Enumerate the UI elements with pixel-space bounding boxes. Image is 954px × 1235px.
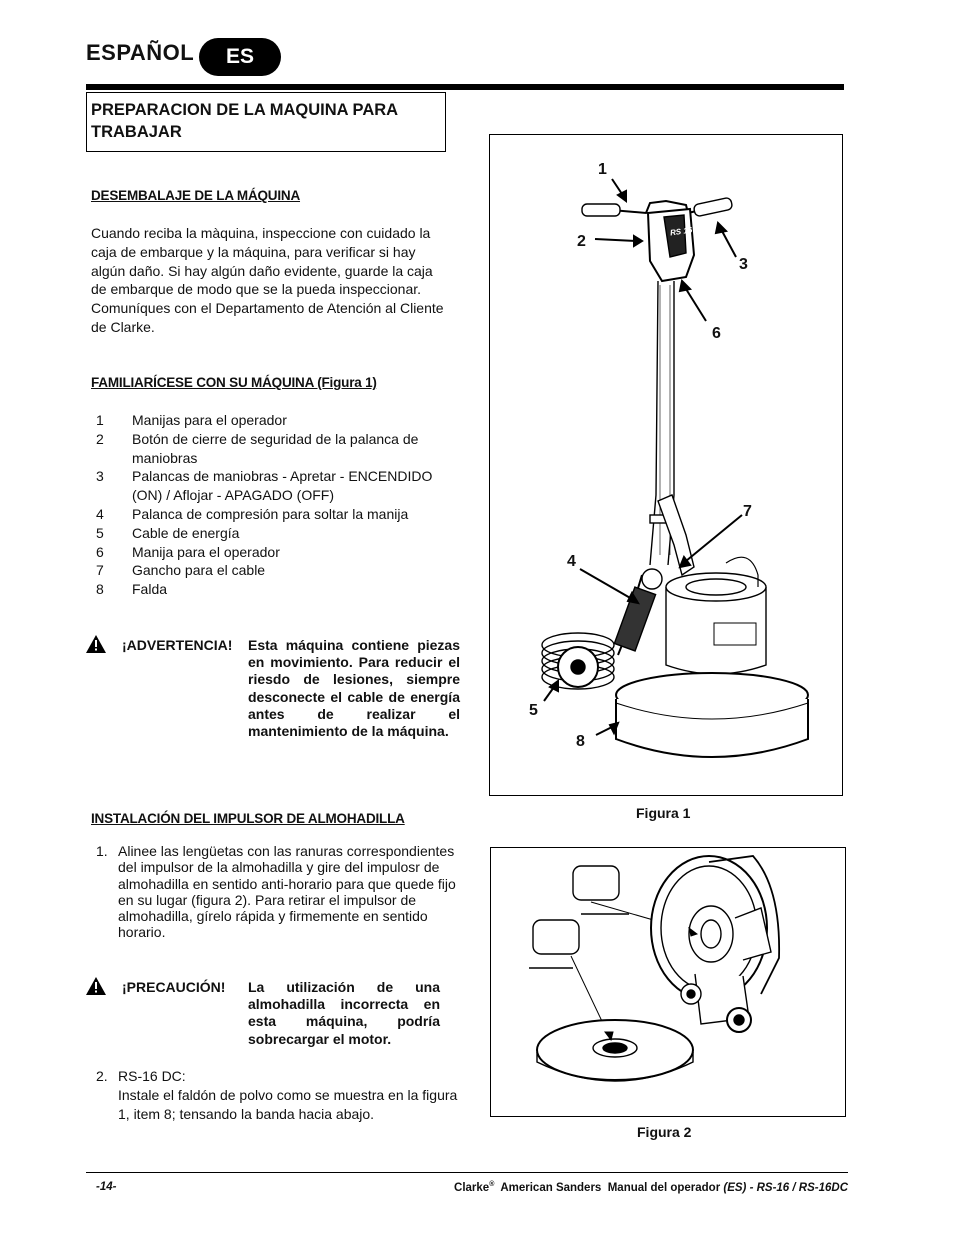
list-item — [96, 411, 456, 430]
figure-2 — [490, 847, 846, 1117]
item-text: Palanca de compresión para soltar la manija — [132, 505, 409, 522]
list-item — [96, 505, 456, 524]
familiarize-heading: FAMILIARÍCESE CON SU MÁQUINA (Figura 1) — [91, 375, 377, 390]
item-text: Palancas de maniobras - Apretar - ENCENDIDO (ON) / Aflojar - APAGADO (OFF) — [132, 468, 433, 504]
footer-model: (ES) - RS-16 / RS-16DC — [723, 1181, 848, 1194]
handle-model-badge: RS 16 — [669, 225, 693, 238]
step-title: RS-16 DC: — [118, 1068, 186, 1084]
warning-icon — [86, 635, 106, 653]
item-number: 6 — [96, 543, 104, 560]
step-body — [118, 1067, 458, 1124]
list-item — [96, 524, 456, 543]
warning-text: Esta máquina contiene piezas en movimiento. Para reducir el riesdo de lesiones, siempre desconecte el cable de energía antes de realizar el mantenimiento de la máquina. — [248, 637, 460, 740]
item-number: 1 — [96, 412, 104, 428]
list-item — [96, 543, 456, 562]
step-number: 2. — [96, 1068, 108, 1084]
item-text: Falda — [132, 581, 168, 598]
page-number: -14- — [96, 1181, 117, 1193]
step-text: Instale el faldón de polvo como se muestra en la figura 1, item 8; tensando la banda hacia abajo. — [118, 1087, 458, 1122]
language-badge: ES — [199, 38, 281, 76]
footer-rule — [86, 1172, 848, 1173]
install-heading: INSTALACIÓN DEL IMPULSOR DE ALMOHADILLA — [91, 811, 405, 826]
item-text: Cable de energía — [132, 524, 240, 541]
caution-label: ¡PRECAUCIÓN! — [122, 979, 226, 995]
item-number: 5 — [96, 524, 104, 541]
item-text: Manijas para el operador — [132, 412, 287, 428]
item-text: Gancho para el cable — [132, 562, 266, 579]
warning-label: ¡ADVERTENCIA! — [122, 637, 233, 653]
step-number: 1. — [96, 843, 108, 859]
step-text: Alinee las lengüetas con las ranuras correspondientes del impulsor de la almohadilla y gire del impulosr de almohadilla en sentido anti-horario para que quede fijo en su lugar (figura 2). Para retirar el impulsor de almohadilla, gírelo rápida y firmemente en sentido horario. — [118, 843, 456, 941]
callout-3: 3 — [739, 256, 748, 273]
item-text: Manija para el operador — [132, 543, 280, 560]
floor-machine-illustration — [490, 135, 841, 794]
callout-5: 5 — [529, 702, 538, 719]
parts-list — [96, 411, 456, 599]
item-number: 8 — [96, 581, 104, 598]
list-item — [96, 561, 456, 580]
item-number: 2 — [96, 430, 104, 447]
caution-text: La utilización de una almohadilla incorrecta en esta máquina, podría sobrecargar el motor. — [248, 979, 440, 1047]
item-number: 4 — [96, 505, 104, 522]
item-number: 3 — [96, 468, 104, 485]
list-item — [96, 430, 456, 468]
caution-icon — [86, 977, 106, 995]
header-rule — [86, 84, 844, 90]
unpacking-heading: DESEMBALAJE DE LA MÁQUINA — [91, 188, 301, 203]
item-number: 7 — [96, 562, 104, 579]
callout-7: 7 — [743, 503, 752, 520]
callout-4: 4 — [567, 553, 576, 570]
list-item — [96, 467, 456, 505]
list-item — [96, 580, 456, 599]
unpacking-body: Cuando reciba la màquina, inspeccione con cuidado la caja de embarque y la máquina, para verificar si hay algún daño. Si hay algún daño evidente, guarde la caja de embarque de modo que se la pueda inspeccionar. Comuníques con el Departamento de Atención al Cliente de Clarke. — [91, 225, 444, 335]
callout-2: 2 — [577, 233, 586, 250]
callout-8: 8 — [576, 733, 585, 750]
install-step-2 — [96, 1067, 458, 1124]
language-label: ESPAÑOL — [86, 40, 195, 65]
callout-6: 6 — [712, 325, 721, 342]
callout-1: 1 — [598, 161, 607, 178]
section-title: PREPARACION DE LA MAQUINA PARA TRABAJAR — [86, 92, 446, 152]
item-text: Botón de cierre de seguridad de la palanca de maniobras — [132, 430, 419, 466]
install-step-1 — [96, 843, 458, 941]
footer-manual: American Sanders Manual del operador — [494, 1181, 724, 1194]
footer-title — [454, 1181, 848, 1194]
figure-1 — [489, 134, 843, 796]
footer-reg: ® — [489, 1181, 495, 1188]
pad-driver-illustration — [491, 848, 844, 1115]
footer-brand: Clarke — [454, 1181, 490, 1194]
figure-2-caption: Figura 2 — [637, 1124, 692, 1140]
figure-1-caption: Figura 1 — [636, 805, 691, 821]
